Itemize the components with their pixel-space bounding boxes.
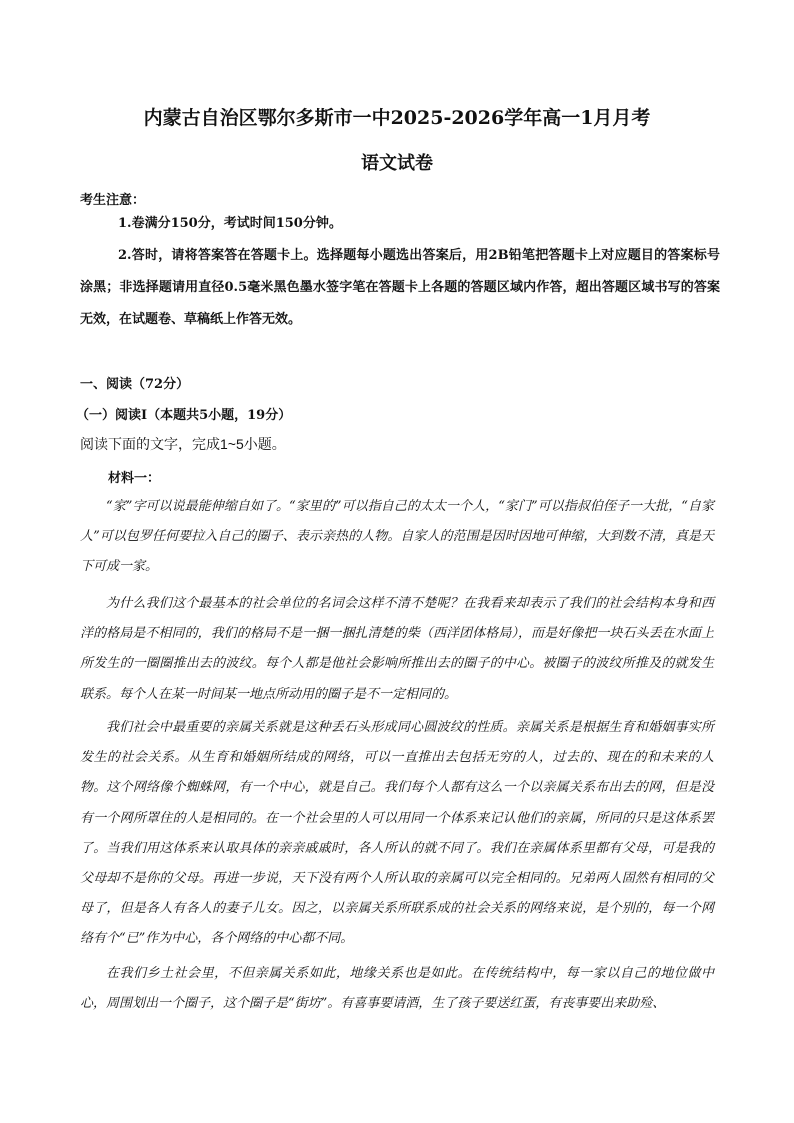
notice-heading: 考生注意： [80,193,146,208]
exam-subtitle: 语文试卷 [361,153,433,174]
section-heading: 一、阅读（72分） [80,377,190,392]
notice-item-1: 1.卷满分150分，考试时间150分钟。 [118,216,342,231]
exam-title: 内蒙古自治区鄂尔多斯市一中2025-2026学年高一1月月考 [143,107,651,129]
notice-item-2: 2.答时，请将答案答在答题卡上。选择题每小题选出答案后，用2B铅笔把答题卡上对应题目的答案标号涂黑；非选择题请用直径0.5毫米黑色墨水签字笔在答题卡上各题的答题区域内作答，超出答题区域书写的答案无效，在试题卷、草稿纸上作答无效。 [80,248,720,327]
reading-instruction: 阅读下面的文字，完成1~5小题。 [80,436,286,452]
paragraph-1: “家”字可以说最能伸缩自如了。“家里的”可以指自己的太太一个人，“家门”可以指叔伯侄子一大批，“自家人”可以包罗任何要拉入自己的圈子、表示亲热的人物。自家人的范围是因时因地可伸缩，大到数不清，真是天下可成一家。 [80,499,714,575]
paragraph-4: 在我们乡土社会里，不但亲属关系如此，地缘关系也是如此。在传统结构中，每一家以自己的地位做中心，周围划出一个圈子，这个圈子是“街坊”。有喜事要请酒，生了孩子要送红蛋，有丧事要出来助殓、 [80,966,714,1012]
material-label: 材料一： [108,471,161,486]
paragraph-2: 为什么我们这个最基本的社会单位的名词会这样不清不楚呢？在我看来却表示了我们的社会结构本身和西洋的格局是不相同的，我们的格局不是一捆一捆扎清楚的柴（西洋团体格局），而是好像把一块石头丢在水面上所发生的一圈圈推出去的波纹。每个人都是他社会影响所推出去的圈子的中心。被圈子的波纹所推及的就发生联系。每个人在某一时间某一地点所动用的圈子是不一定相同的。 [80,596,714,702]
section-subheading: （一）阅读Ⅰ（本题共5小题，19分） [76,408,292,423]
paragraph-3: 我们社会中最重要的亲属关系就是这种丢石头形成同心圆波纹的性质。亲属关系是根据生育和婚姻事实所发生的社会关系。从生育和婚姻所结成的网络，可以一直推出去包括无穷的人，过去的、现在的和未来的人物。这个网络像个蜘蛛网，有一个中心，就是自己。我们每个人都有这么一个以亲属关系布出去的网，但是没有一个网所罩住的人是相同的。在一个社会里的人可以用同一个体系来记认他们的亲属，所同的只是这体系罢了。当我们用这体系来认取具体的亲亲戚戚时，各人所认的就不同了。我们在亲属体系里都有父母，可是我的父母却不是你的父母。再进一步说，天下没有两个人所认取的亲属可以完全相同的。兄弟两人固然有相同的父母了，但是各人有各人的妻子儿女。因之，以亲属关系所联系成的社会关系的网络来说，是个别的，每一个网络有个“已”作为中心，各个网络的中心都不同。 [80,720,714,947]
